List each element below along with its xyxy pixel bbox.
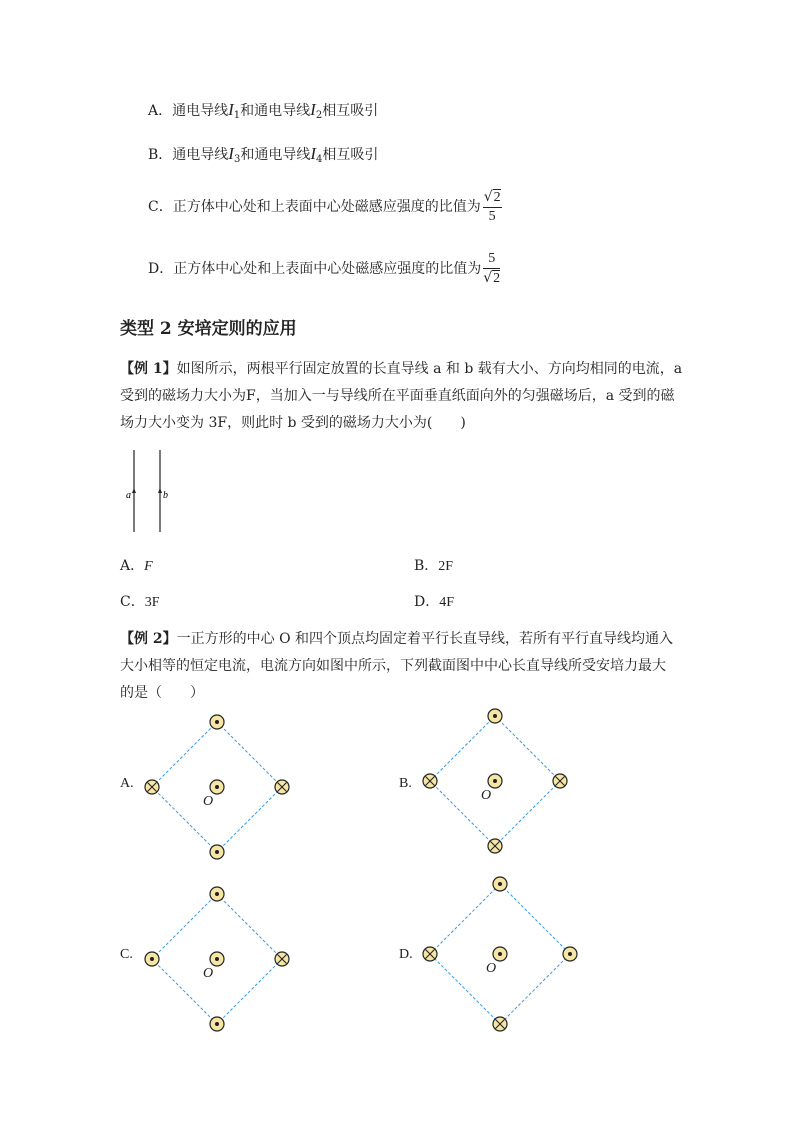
square-edge: [495, 781, 560, 846]
vertex-bottom-current-in-icon: [493, 1017, 507, 1031]
option-a-top: A．通电导线$I_1$和通电导线$I_2$相互吸引: [148, 100, 379, 121]
vertex-right-current-in-icon: [553, 774, 567, 788]
example1-line2: 受到的磁场力大小为F，当加入一与导线所在平面垂直纸面向外的匀强磁场后，a 受到的磁: [120, 388, 675, 404]
square-edge: [152, 894, 217, 959]
vertex-top-current-out-icon: [210, 715, 224, 729]
vertex-left-current-in-icon: [145, 780, 159, 794]
diagram-c: [142, 884, 292, 1034]
example2-line1: 【例 2】一正方形的中心 O 和四个顶点均固定着平行长直导线，若所有平行直导线均通入: [120, 631, 674, 647]
diagram-d-letter: D.: [399, 947, 413, 962]
center-label: O: [203, 794, 214, 809]
center-current-out-icon: [210, 952, 224, 966]
vertex-right-current-out-icon: [563, 947, 577, 961]
square-edge: [217, 787, 282, 852]
vertex-left-current-out-icon: [145, 952, 159, 966]
fraction-c: $\frac{√2}{5}$: [483, 189, 501, 224]
center-label: O: [481, 788, 492, 803]
center-current-out-icon: [493, 947, 507, 961]
example1-option-b: B．2F: [414, 558, 454, 574]
vertex-top-current-out-icon: [493, 877, 507, 891]
square-edge: [152, 722, 217, 787]
center-current-out-icon: [488, 774, 502, 788]
wire-a-label: a: [126, 490, 131, 501]
wire-b-label: b: [163, 490, 168, 501]
square-edge: [217, 959, 282, 1024]
vertex-bottom-current-out-icon: [210, 1017, 224, 1031]
vertex-top-current-out-icon: [210, 887, 224, 901]
vertex-left-current-in-icon: [423, 774, 437, 788]
arrow-a: [132, 488, 136, 493]
example1-line3: 场力大小变为 3F，则此时 b 受到的磁场力大小为( ): [120, 415, 466, 431]
diagram-a-letter: A.: [120, 776, 134, 791]
parallel-wires-figure: [120, 448, 180, 534]
square-edge: [430, 716, 495, 781]
center-label: O: [486, 961, 497, 976]
vertex-left-current-in-icon: [423, 947, 437, 961]
arrow-b: [158, 488, 162, 493]
vertex-right-current-in-icon: [275, 952, 289, 966]
vertex-right-current-in-icon: [275, 780, 289, 794]
vertex-top-current-out-icon: [488, 709, 502, 723]
square-edge: [500, 954, 570, 1024]
diagram-a: [142, 712, 292, 862]
square-edge: [495, 716, 560, 781]
diagram-d: [420, 874, 580, 1034]
diagram-c-letter: C.: [120, 947, 133, 962]
vertex-bottom-current-out-icon: [210, 845, 224, 859]
example1-option-c: C．3F: [120, 594, 160, 610]
example1-option-a: A．F: [120, 558, 153, 574]
option-c-top: C．正方体中心处和上表面中心处磁感应强度的比值为 $\frac{√2}{5}$: [148, 189, 501, 224]
square-edge: [430, 884, 500, 954]
option-d-top: D．正方体中心处和上表面中心处磁感应强度的比值为 $\frac{5}{√2}$: [148, 251, 501, 286]
square-edge: [217, 722, 282, 787]
square-edge: [500, 884, 570, 954]
center-label: O: [203, 966, 214, 981]
section-heading: 类型 2 安培定则的应用: [120, 319, 297, 339]
diagram-b-letter: B.: [399, 776, 412, 791]
center-current-out-icon: [210, 780, 224, 794]
fraction-d: $\frac{5}{√2}$: [483, 251, 501, 286]
vertex-bottom-current-in-icon: [488, 839, 502, 853]
option-b-top: B．通电导线$I_3$和通电导线$I_4$相互吸引: [148, 144, 379, 165]
example2-line2: 大小相等的恒定电流，电流方向如图中所示，下列截面图中中心长直导线所受安培力最大: [120, 658, 666, 674]
example2-line3: 的是（ ）: [120, 685, 204, 701]
diagram-b: [420, 706, 570, 856]
square-edge: [217, 894, 282, 959]
example1-option-d: D．4F: [414, 594, 455, 610]
example1-line1: 【例 1】如图所示，两根平行固定放置的长直导线 a 和 b 载有大小、方向均相同的电流，a: [120, 361, 683, 377]
